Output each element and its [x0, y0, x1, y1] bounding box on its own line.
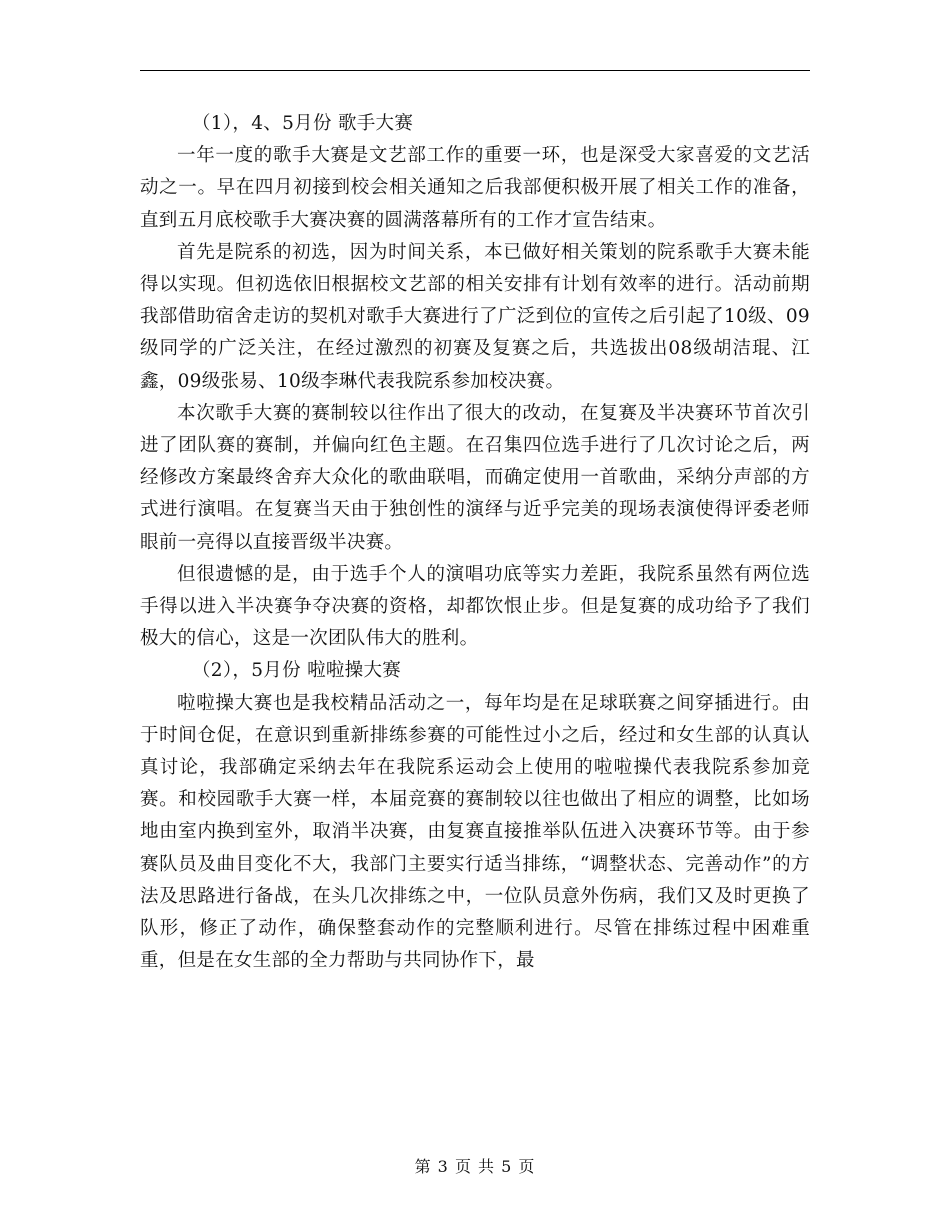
page-footer: [0, 1154, 950, 1177]
section-heading-cheerleading-contest: （2），5月份 啦啦操大赛: [192, 660, 402, 682]
footer-prefix: 第: [414, 1157, 432, 1176]
paragraph: 啦啦操大赛也是我校精品活动之一，每年均是在足球联赛之间穿插进行。由于时间仓促，在意识到重新排练参赛的可能性过小之后，经过和女生部的认真认真讨论，我部确定采纳去年在我院系运动会上使用的啦啦操代表我院系参加竞赛。和校园歌手大赛一样，本届竞赛的赛制较以往也做出了相应的调整，比如场地由室内换到室外，取消半决赛，由复赛直接推举队伍进入决赛环节等。由于参赛队员及曲目变化不大，我部门主要实行适当排练，“调整状态、完善动作”的方法及思路进行备战，在头几次排练之中，一位队员意外伤病，我们又及时更换了队形，修正了动作，确保整套动作的完整顺利进行。尽管在排练过程中困难重重，但是在女生部的全力帮助与共同协作下，最: [140, 692, 810, 972]
footer-middle: 页 共: [454, 1157, 496, 1176]
total-page-count: 5: [501, 1157, 513, 1176]
document-body: [140, 108, 810, 977]
paragraph: 但很遗憾的是，由于选手个人的演唱功底等实力差距，我院系虽然有两位选手得以进入半决赛争夺决赛的资格，却都饮恨止步。但是复赛的成功给予了我们极大的信心，这是一次团队伟大的胜利。: [140, 563, 810, 650]
paragraph: 本次歌手大赛的赛制较以往作出了很大的改动，在复赛及半决赛环节首次引进了团队赛的赛制，并偏向红色主题。在召集四位选手进行了几次讨论之后，两经修改方案最终舍弃大众化的歌曲联唱，而确定使用一首歌曲，采纳分声部的方式进行演唱。在复赛当天由于独创性的演绎与近乎完美的现场表演使得评委老师眼前一亮得以直接晋级半决赛。: [140, 402, 810, 553]
section-heading-singer-contest: （1），4、5月份 歌手大赛: [192, 113, 414, 134]
paragraph: 首先是院系的初选，因为时间关系，本已做好相关策划的院系歌手大赛未能得以实现。但初选依旧根据校文艺部的相关安排有计划有效率的进行。活动前期我部借助宿舍走访的契机对歌手大赛进行了广泛到位的宣传之后引起了10级、09级同学的广泛关注，在经过激烈的初赛及复赛之后，共选拔出08级胡洁琨、江鑫，09级张易、10级李琳代表我院系参加校决赛。: [140, 241, 810, 392]
paragraph: 一年一度的歌手大赛是文艺部工作的重要一环，也是深受大家喜爱的文艺活动之一。早在四月初接到校会相关通知之后我部便积极开展了相关工作的准备，直到五月底校歌手大赛决赛的圆满落幕所有的工作才宣告结束。: [140, 145, 810, 231]
footer-suffix: 页: [518, 1157, 536, 1176]
current-page-number: 3: [437, 1157, 449, 1176]
header-rule: [140, 70, 810, 71]
